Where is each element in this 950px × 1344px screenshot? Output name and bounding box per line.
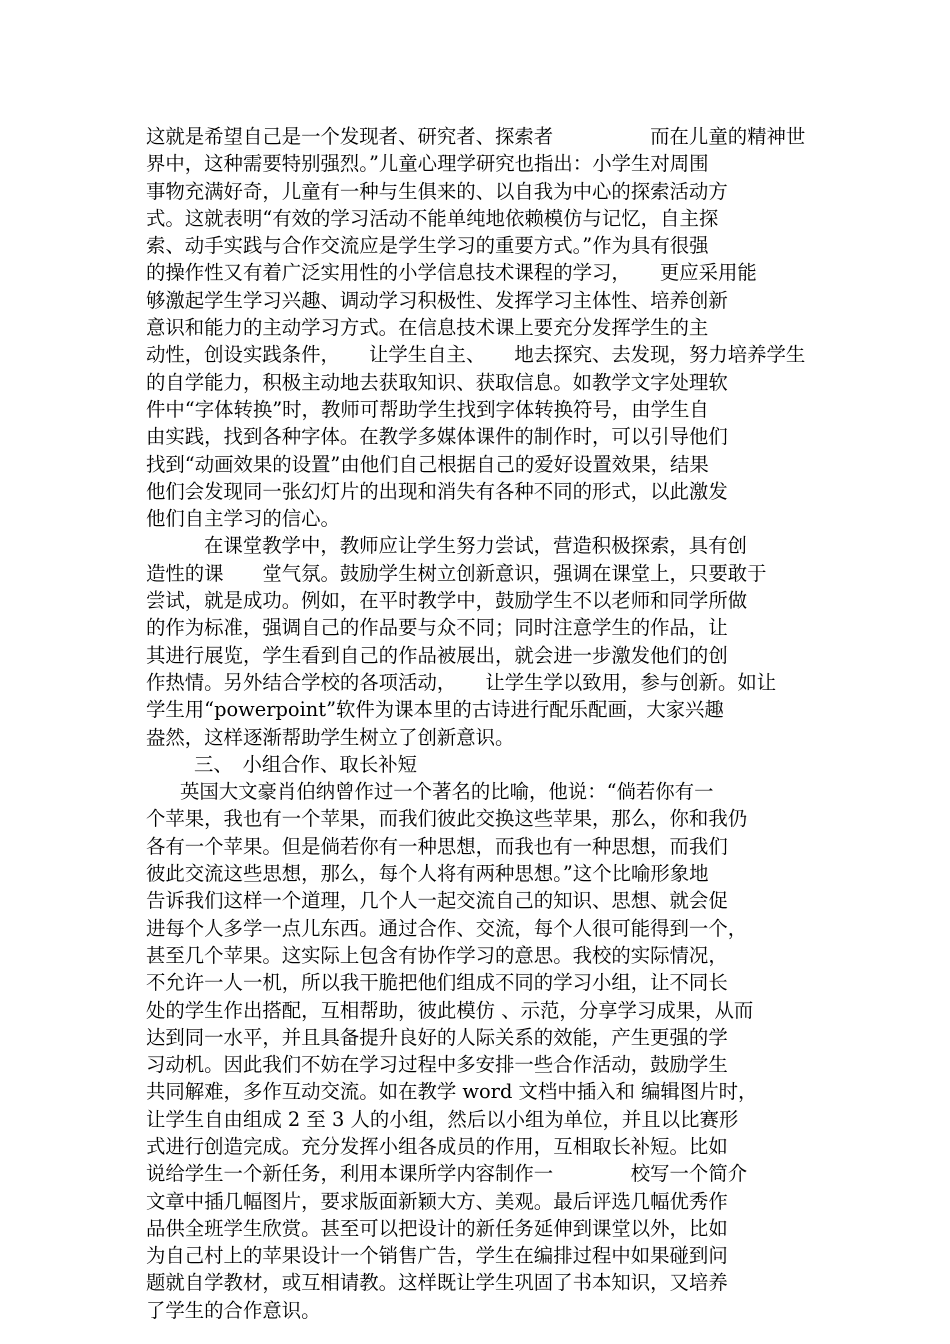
text-line: 个苹果，我也有一个苹果，而我们彼此交换这些苹果，那么，你和我仍 bbox=[146, 807, 748, 831]
text-line: 他们自主学习的信心。 bbox=[146, 507, 340, 531]
text-line: 题就自学教材，或互相请教。这样既让学生巩固了书本知识，又培养 bbox=[146, 1271, 728, 1295]
text-line: 品供全班学生欣赏。甚至可以把设计的新任务延伸到课堂以外，比如 bbox=[146, 1216, 728, 1240]
text-line: 了学生的合作意识。 bbox=[146, 1298, 321, 1322]
section-heading: 三、 小组合作、取长补短 bbox=[194, 752, 417, 776]
text-line: 事物充满好奇，儿童有一种与生俱来的、以自我为中心的探索活动方 bbox=[146, 179, 728, 203]
text-line: 尝试，就是成功。例如，在平时教学中，鼓励学生不以老师和同学所做 bbox=[146, 589, 748, 613]
text-line: 的操作性又有着广泛实用性的小学信息技术课程的学习， 更应采用能 bbox=[146, 261, 757, 285]
text-line: 共同解难，多作互动交流。如在教学 word 文档中插入和 编辑图片时， bbox=[146, 1080, 758, 1104]
text-line: 够激起学生学习兴趣、调动学习积极性、发挥学习主体性、培养创新 bbox=[146, 288, 728, 312]
text-line: 处的学生作出搭配，互相帮助，彼此模仿 、示范，分享学习成果，从而 bbox=[146, 998, 754, 1022]
text-line: 盎然，这样逐渐帮助学生树立了创新意识。 bbox=[146, 725, 515, 749]
text-line: 意识和能力的主动学习方式。在信息技术课上要充分发挥学生的主 bbox=[146, 316, 709, 340]
text-line: 甚至几个苹果。这实际上包含有协作学习的意思。我校的实际情况， bbox=[146, 943, 728, 967]
text-line: 为自己村上的苹果设计一个销售广告，学生在编排过程中如果碰到问 bbox=[146, 1244, 728, 1268]
text-line: 索、动手实践与合作交流应是学生学习的重要方式。”作为具有很强 bbox=[146, 234, 709, 258]
text-line: 造性的课 堂气氛。鼓励学生树立创新意识，强调在课堂上，只要敢于 bbox=[146, 561, 767, 585]
text-line: 动性，创设实践条件， 让学生自主、 地去探究、去发现，努力培养学生 bbox=[146, 343, 806, 367]
text-line: 文章中插几幅图片，要求版面新颖大方、美观。最后评选几幅优秀作 bbox=[146, 1189, 728, 1213]
text-line: 这就是希望自己是一个发现者、研究者、探索者 而在儿童的精神世 bbox=[146, 125, 806, 148]
text-line: 的作为标准，强调自己的作品要与众不同；同时注意学生的作品，让 bbox=[146, 616, 728, 640]
text-line: 件中“字体转换”时，教师可帮助学生找到字体转换符号，由学生自 bbox=[146, 397, 709, 421]
text-line: 说给学生一个新任务，利用本课所学内容制作一 校写一个简介 bbox=[146, 1162, 748, 1186]
text-line: 找到“动画效果的设置”由他们自己根据自己的爱好设置效果，结果 bbox=[146, 452, 709, 476]
text-line: 由实践，找到各种字体。在教学多媒体课件的制作时，可以引导他们 bbox=[146, 425, 728, 449]
text-line: 在课堂教学中，教师应让学生努力尝试，营造积极探索，具有创 bbox=[204, 534, 747, 558]
text-line: 告诉我们这样一个道理，几个人一起交流自己的知识、思想、就会促 bbox=[146, 889, 728, 913]
text-line: 达到同一水平，并且具备提升良好的人际关系的效能，产生更强的学 bbox=[146, 1025, 728, 1049]
text-line: 界中，这种需要特别强烈。”儿童心理学研究也指出：小学生对周围 bbox=[146, 152, 709, 176]
text-line: 式进行创造完成。充分发挥小组各成员的作用，互相取长补短。比如 bbox=[146, 1134, 728, 1158]
text-line: 学生用“powerpoint”软件为课本里的古诗进行配乐配画，大家兴趣 bbox=[146, 698, 724, 722]
text-line: 他们会发现同一张幻灯片的出现和消失有各种不同的形式，以此激发 bbox=[146, 479, 728, 503]
text-line: 彼此交流这些思想，那么，每个人将有两种思想。”这个比喻形象地 bbox=[146, 862, 709, 886]
text-line: 习动机。因此我们不妨在学习过程中多安排一些合作活动，鼓励学生 bbox=[146, 1053, 728, 1077]
text-line: 进每个人多学一点儿东西。通过合作、交流，每个人很可能得到一个， bbox=[146, 916, 748, 940]
text-line: 式。这就表明“有效的学习活动不能单纯地依赖模仿与记忆，自主探 bbox=[146, 206, 719, 230]
text-line: 英国大文豪肖伯纳曾作过一个著名的比喻，他说：“倘若你有一 bbox=[180, 780, 714, 804]
text-line: 各有一个苹果。但是倘若你有一种思想，而我也有一种思想，而我们 bbox=[146, 834, 728, 858]
text-line: 的自学能力，积极主动地去获取知识、获取信息。如教学文字处理软 bbox=[146, 370, 728, 394]
text-line: 不允许一人一机，所以我干脆把他们组成不同的学习小组，让不同长 bbox=[146, 971, 728, 995]
text-line: 让学生自由组成 2 至 3 人的小组，然后以小组为单位，并且以比赛形 bbox=[146, 1107, 739, 1131]
text-line: 其进行展览，学生看到自己的作品被展出，就会进一步激发他们的创 bbox=[146, 643, 728, 667]
text-line: 作热情。另外结合学校的各项活动， 让学生学以致用，参与创新。如让 bbox=[146, 670, 777, 694]
document-body bbox=[146, 123, 814, 1324]
